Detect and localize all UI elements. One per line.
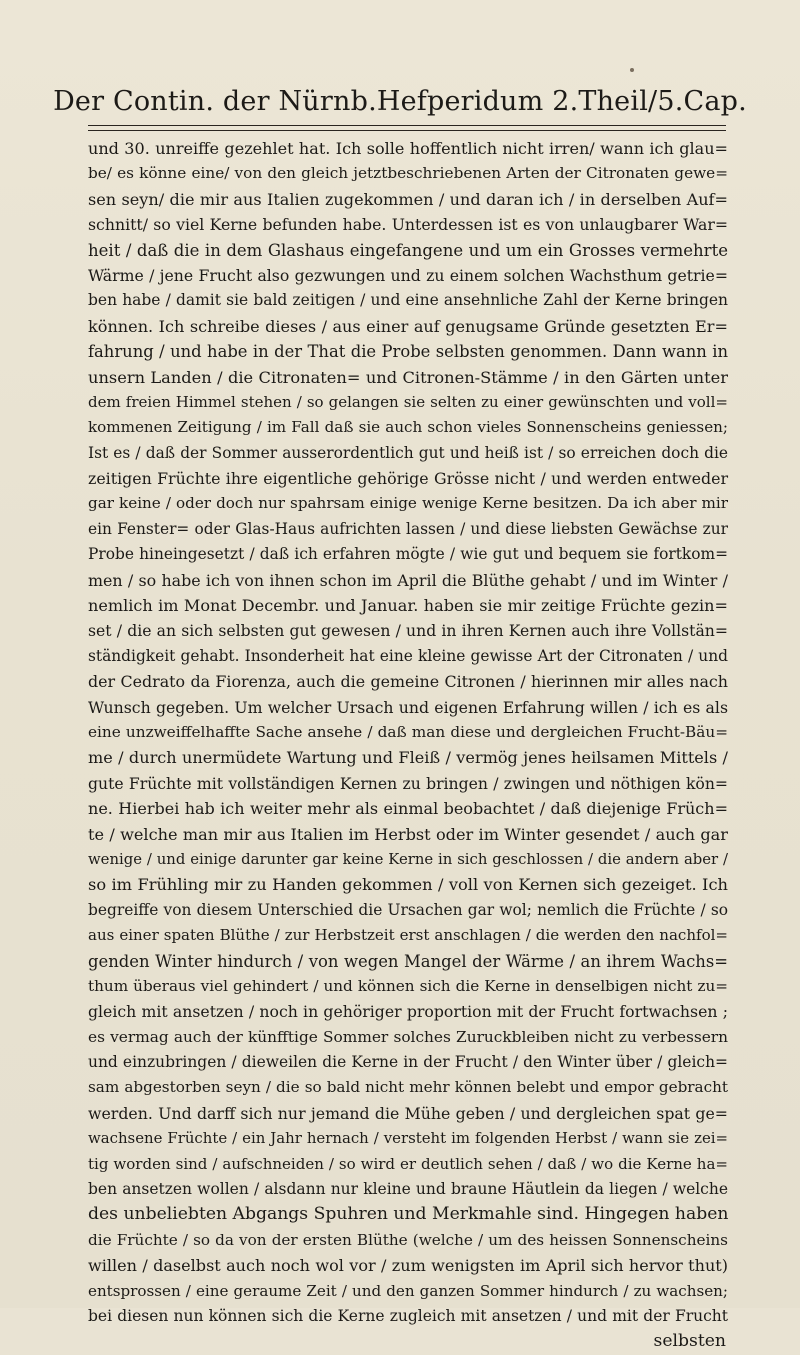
text-line-10: unsern Landen / die Citronaten= und Citronen-Stämme / in den Gärten unter: [88, 367, 728, 387]
text-line-44: die Früchte / so da von der ersten Blüthe (welche / um des heissen Sonnenscheins: [88, 1230, 728, 1249]
text-line-23: Wunsch gegeben. Um welcher Ursach und eigenen Erfahrung willen / ich es als: [88, 697, 728, 717]
text-line-47: bei diesen nun können sich die Kerne zugleich mit ansetzen / und mit der Frucht: [88, 1306, 728, 1325]
text-line-42: ben ansetzen wollen / alsdann nur kleine und braune Häutlein da liegen / welche: [88, 1180, 728, 1199]
text-line-22: der Cedrato da Fiorenza, auch die gemeine Citronen / hierinnen mir alles nach: [88, 672, 728, 692]
text-line-24: eine unzweiffelhaffte Sache ansehe / daß man diese und dergleichen Frucht-Bäu=: [88, 722, 728, 741]
text-line-36: es vermag auch der künfftige Sommer solches Zuruckbleiben nicht zu verbessern: [88, 1027, 728, 1046]
catchword: selbsten: [653, 1331, 726, 1352]
text-line-39: werden. Und darff sich nur jemand die Mühe geben / und dergleichen spat ge=: [88, 1103, 728, 1123]
text-line-13: Ist es / daß der Sommer ausserordentlich gut und heiß ist / so erreichen doch die: [88, 443, 728, 462]
text-line-12: kommenen Zeitigung / im Fall daß sie auch schon vieles Sonnenscheins geniessen;: [88, 418, 728, 437]
text-line-20: set / die an sich selbsten gut gewesen / und in ihren Kernen auch ihre Vollstän=: [88, 621, 728, 641]
text-line-19: nemlich im Monat Decembr. und Januar. haben sie mir zeitige Früchte gezin=: [88, 596, 728, 616]
text-line-9: fahrung / und habe in der That die Probe selbsten genommen. Dann wann in: [88, 342, 728, 362]
text-line-11: dem freien Himmel stehen / so gelangen sie selten zu einer gewünschten und voll=: [88, 392, 728, 411]
text-line-25: me / durch unermüdete Wartung und Fleiß / vermög jenes heilsamen Mittels /: [88, 748, 728, 768]
text-line-15: gar keine / oder doch nur spahrsam einige wenige Kerne besitzen. Da ich aber mir: [88, 494, 728, 513]
text-line-3: sen seyn/ die mir aus Italien zugekommen / und daran ich / in derselben Auf=: [88, 189, 728, 209]
text-line-29: wenige / und einige darunter gar keine Kerne in sich geschlossen / die andern aber /: [88, 850, 728, 868]
text-line-17: Probe hineingesetzt / daß ich erfahren mögte / wie gut und bequem sie fortkom=: [88, 545, 728, 564]
text-line-32: aus einer spaten Blüthe / zur Herbstzeit erst anschlagen / die werden den nachfol=: [88, 926, 728, 945]
text-line-28: te / welche man mir aus Italien im Herbst oder im Winter gesendet / auch gar: [88, 824, 728, 844]
text-line-27: ne. Hierbei hab ich weiter mehr als einmal beobachtet / daß diejenige Früch=: [88, 799, 728, 819]
text-line-14: zeitigen Früchte ihre eigentliche gehörige Grösse nicht / und werden entweder: [88, 469, 728, 489]
text-line-30: so im Frühling mir zu Handen gekommen / voll von Kernen sich gezeiget. Ich: [88, 875, 728, 895]
text-line-35: gleich mit ansetzen / noch in gehöriger proportion mit der Frucht fortwachsen ;: [88, 1002, 728, 1022]
text-line-43: des unbeliebten Abgangs Spuhren und Merkmahle sind. Hingegen haben: [88, 1204, 729, 1225]
text-line-37: und einzubringen / dieweilen die Kerne in der Frucht / den Winter über / gleich=: [88, 1053, 728, 1072]
text-line-31: begreiffe von diesem Unterschied die Ursachen gar wol; nemlich die Früchte / so: [88, 900, 728, 919]
text-line-6: Wärme / jene Frucht also gezwungen und zu einem solchen Wachsthum getrie=: [88, 265, 728, 285]
text-line-45: willen / daselbst auch noch wol vor / zum wenigsten im April sich hervor thut): [88, 1256, 728, 1276]
text-line-18: men / so habe ich von ihnen schon im April die Blüthe gehabt / und im Winter /: [88, 570, 728, 590]
text-line-34: thum überaus viel gehindert / und können sich die Kerne in denselbigen nicht zu=: [88, 976, 728, 995]
text-line-1: und 30. unreiffe gezehlet hat. Ich solle hoffentlich nicht irren/ wann ich glau=: [88, 139, 728, 158]
text-line-2: be/ es könne eine/ von den gleich jetztbeschriebenen Arten der Citronaten gewe=: [88, 164, 728, 183]
text-line-38: sam abgestorben seyn / die so bald nicht mehr können belebt und empor gebracht: [88, 1078, 728, 1097]
text-line-26: gute Früchte mit vollständigen Kernen zu bringen / zwingen und nöthigen kön=: [88, 773, 728, 793]
running-header: Der Contin. der Nürnb.Hefperidum 2.Theil/5.Cap.: [53, 86, 747, 117]
text-line-21: ständigkeit gehabt. Insonderheit hat eine kleine gewisse Art der Citronaten / und: [88, 646, 728, 665]
body-text: [88, 136, 728, 1355]
text-line-8: können. Ich schreibe dieses / aus einer auf genugsame Gründe gesetzten Er=: [88, 316, 728, 336]
text-line-41: tig worden sind / aufschneiden / so wird er deutlich sehen / daß / wo die Kerne ha=: [88, 1154, 728, 1173]
text-line-40: wachsene Früchte / ein Jahr hernach / versteht im folgenden Herbst / wann sie zei=: [88, 1129, 728, 1148]
text-line-5: heit / daß die in dem Glashaus eingefangene und um ein Grosses vermehrte: [88, 240, 728, 260]
text-line-46: entsprossen / eine geraume Zeit / und den ganzen Sommer hindurch / zu wachsen;: [88, 1281, 728, 1300]
ink-speck: [630, 68, 634, 72]
text-line-16: ein Fenster= oder Glas-Haus aufrichten lassen / und diese liebsten Gewächse zur: [88, 519, 728, 538]
text-line-33: genden Winter hindurch / von wegen Mangel der Wärme / an ihrem Wachs=: [88, 951, 728, 971]
header-rule: [88, 125, 726, 126]
header-rule-thin: [88, 130, 726, 131]
text-line-7: ben habe / damit sie bald zeitigen / und eine ansehnliche Zahl der Kerne bringen: [88, 291, 728, 310]
text-line-4: schnitt/ so viel Kerne befunden habe. Unterdessen ist es von unlaugbarer War=: [88, 215, 728, 235]
